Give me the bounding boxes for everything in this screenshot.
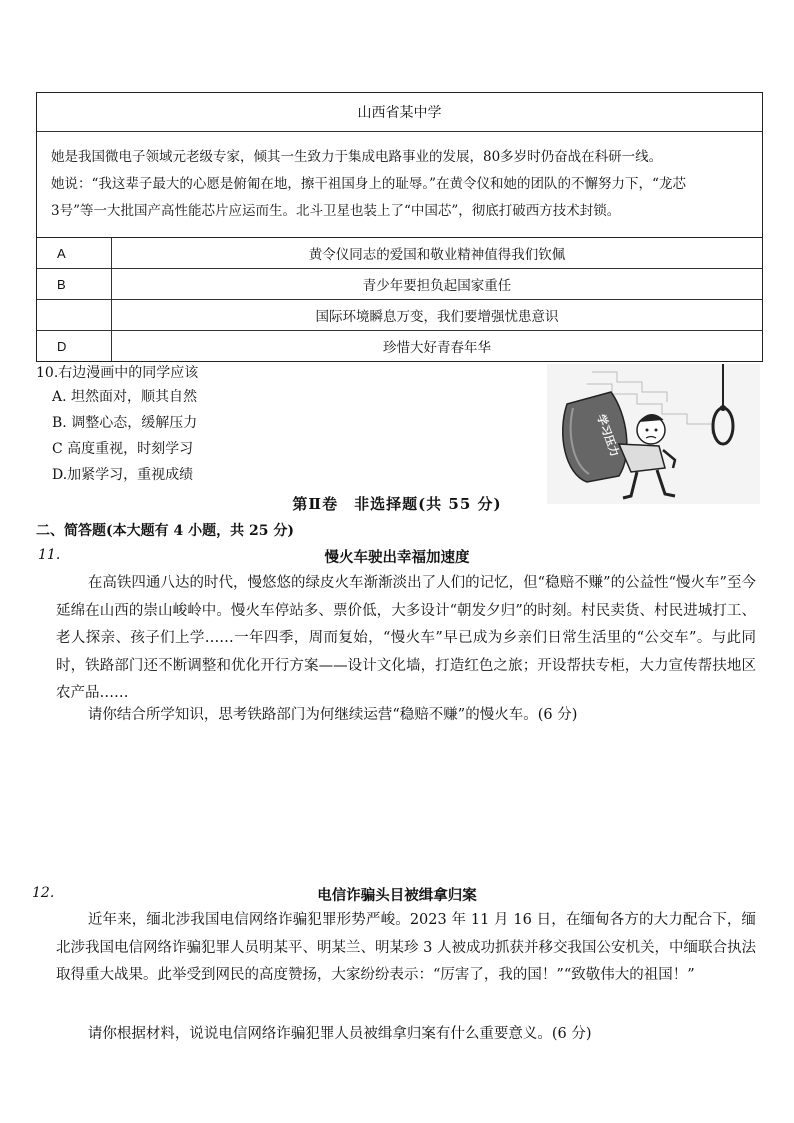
material-line: 她是我国微电子领域元老级专家，倾其一生致力于集成电路事业的发展，80多岁时仍奋战在科研一线。 — [51, 149, 663, 165]
table-row — [37, 269, 762, 300]
heavy-bag-icon — [563, 392, 627, 482]
option-a: A. 坦然面对，顺其自然 — [52, 389, 198, 405]
eye-icon — [655, 429, 658, 432]
question11-prompt: 请你结合所学知识，思考铁路部门为何继续运营“稳赔不赚”的慢火车。(6 分) — [87, 707, 578, 723]
option-d: D.加紧学习，重视成绩 — [52, 467, 194, 483]
option-key — [37, 300, 112, 330]
eye-icon — [646, 429, 649, 432]
question11-material: 在高铁四通八达的时代，慢悠悠的绿皮火车渐渐淡出了人们的记忆，但“稳赔不赚”的公益性“慢火车”至今延绵在山西的崇山峻岭中。慢火车停站多、票价低，大多设计“朝发夕归”的时刻。村民卖货、村民进城打工、老人探亲、孩子们上学……一年四季，周而复始，“慢火车”早已成为乡亲们日常生活里的“公交车”。与此同时，铁路部门还不断调整和优化开行方案——设计文化墙，打造红色之旅；开设帮扶专柜，大力宣传帮扶地区农产品…… — [56, 575, 756, 701]
section2-title: 二、简答题(本大题有 4 小题，共 25 分) — [36, 523, 294, 539]
question11-title: 慢火车驶出幸福加速度 — [324, 550, 470, 566]
option-value: 黄令仪同志的爱国和敬业精神值得我们钦佩 — [308, 247, 566, 263]
question12-material: 近年来，缅北涉我国电信网络诈骗犯罪形势严峻。2023 年 11 月 16 日，在缅甸各方的大力配合下，缅北涉我国电信网络诈骗犯罪人员明某平、明某兰、明某珍 3 人被成功抓获并移交我国公安机关，中缅联合执法取得重大战果。此举受到网民的高度赞扬，大家纷纷表示：“厉害了，我的国！”“致敬伟大的祖国！” — [56, 912, 756, 983]
option-value: 国际环境瞬息万变，我们要增强忧患意识 — [315, 309, 559, 325]
question9-table — [36, 92, 763, 362]
option-key: A — [37, 238, 112, 268]
question-number: 11. — [38, 547, 61, 563]
question-number: 12. — [32, 885, 55, 901]
table-header: 山西省某中学 — [37, 93, 762, 132]
option-value: 珍惜大好青春年华 — [383, 340, 491, 356]
table-row — [37, 238, 762, 269]
option-key: B — [37, 269, 112, 299]
option-value: 青少年要担负起国家重任 — [362, 278, 512, 294]
bag-label: 学习压力 — [594, 412, 622, 459]
question12-title: 电信诈骗头目被缉拿归案 — [317, 888, 477, 904]
material-line: 3号”等一大批国产高性能芯片应运而生。北斗卫星也装上了“中国芯”，彻底打破西方技术封锁。 — [51, 203, 621, 219]
question12-prompt: 请你根据材料，说说电信网络诈骗犯罪人员被缉拿归案有什么重要意义。(6 分) — [87, 1026, 592, 1042]
option-c: C 高度重视，时刻学习 — [52, 441, 194, 457]
material-line: 她说：“我这辈子最大的心愿是俯匍在地，擦干祖国身上的耻辱。”在黄令仪和她的团队的不懈努力下，“龙芯 — [51, 176, 686, 192]
table-material — [37, 132, 762, 238]
option-key: D — [37, 331, 112, 361]
part2-title: 第Ⅱ卷 非选择题(共 55 分) — [292, 495, 502, 513]
question10 — [36, 362, 198, 490]
pressure-cartoon — [547, 364, 760, 504]
table-row — [37, 300, 762, 331]
option-b: B. 调整心态，缓解压力 — [52, 415, 198, 431]
table-row — [37, 331, 762, 361]
question-stem: 10.右边漫画中的同学应该 — [36, 365, 199, 381]
